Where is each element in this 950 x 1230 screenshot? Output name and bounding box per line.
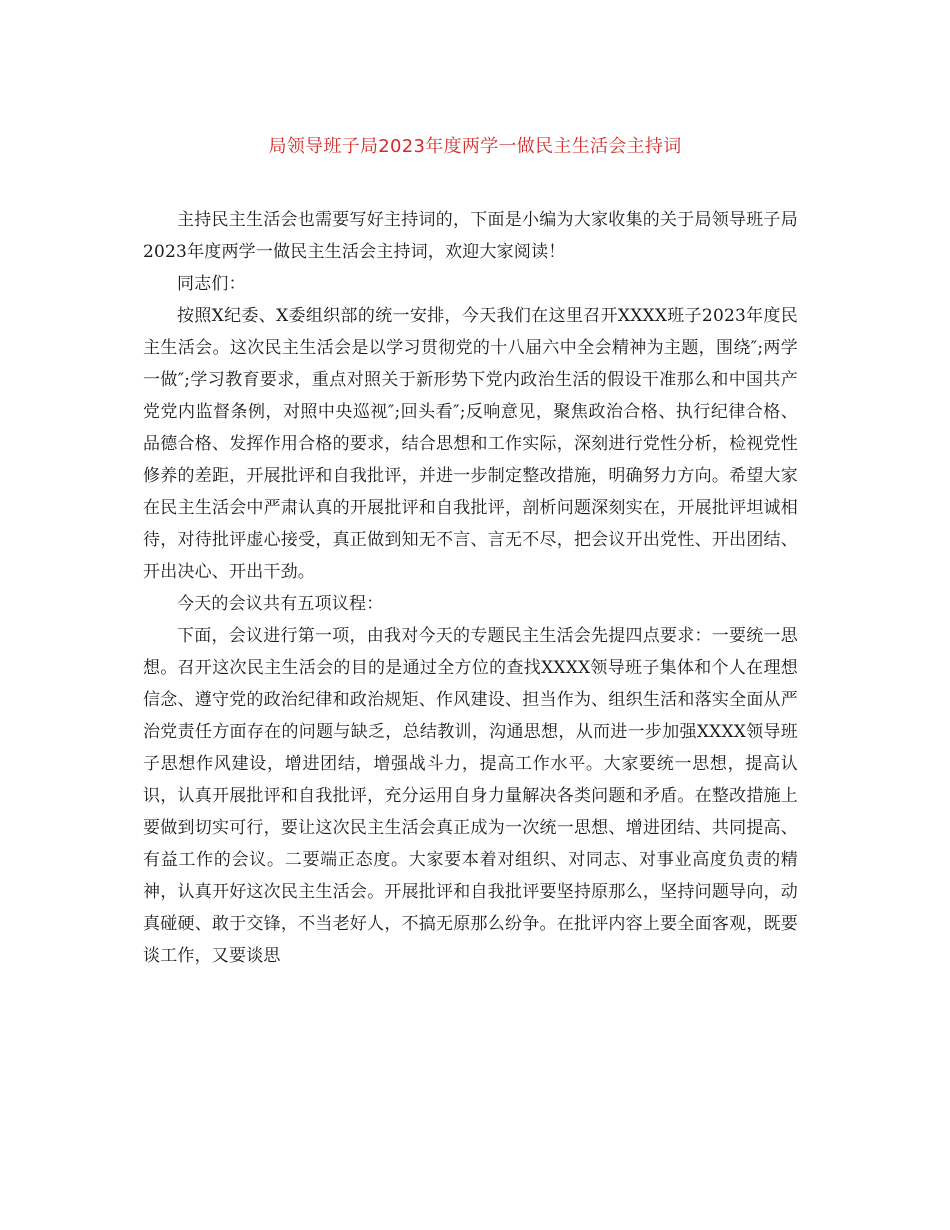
document-body xyxy=(143,204,798,972)
paragraph-intro: 主持民主生活会也需要写好主持词的，下面是小编为大家收集的关于局领导班子局2023年度两学一做民主生活会主持词，欢迎大家阅读！ xyxy=(143,210,798,262)
document-title: 局领导班子局2023年度两学一做民主生活会主持词 xyxy=(268,136,682,157)
paragraph-salutation: 同志们： xyxy=(177,274,246,294)
paragraph-meeting-purpose: 按照X纪委、X委组织部的统一安排，今天我们在这里召开XXXX班子2023年度民主生活会。这次民主生活会是以学习贯彻党的十八届六中全会精神为主题，围绕″;两学一做″;学习教育要求，重点对照关于新形势下党内政治生活的假设干准那么和中国共产党党内监督条例，对照中央巡视″;回头看″;反响意见，聚焦政治合格、执行纪律合格、品德合格、发挥作用合格的要求，结合思想和工作实际，深刻进行党性分析，检视党性修养的差距，开展批评和自我批评，并进一步制定整改措施，明确努力方向。希望大家在民主生活会中严肃认真的开展批评和自我批评，剖析问题深刻实在，开展批评坦诚相待，对待批评虚心接受，真正做到知无不言、言无不尽，把会议开出党性、开出团结、开出决心、开出干劲。 xyxy=(143,306,798,582)
paragraph-agenda-intro: 今天的会议共有五项议程： xyxy=(177,594,384,614)
paragraph-first-item: 下面，会议进行第一项，由我对今天的专题民主生活会先提四点要求：一要统一思想。召开这次民主生活会的目的是通过全方位的查找XXXX领导班子集体和个人在理想信念、遵守党的政治纪律和政治规矩、作风建设、担当作为、组织生活和落实全面从严治党责任方面存在的问题与缺乏，总结教训，沟通思想，从而进一步加强XXXX领导班子思想作风建设，增进团结，增强战斗力，提高工作水平。大家要统一思想，提高认识，认真开展批评和自我批评，充分运用自身力量解决各类问题和矛盾。在整改措施上要做到切实可行，要让这次民主生活会真正成为一次统一思想、增进团结、共同提高、有益工作的会议。二要端正态度。大家要本着对组织、对同志、对事业高度负责的精神，认真开好这次民主生活会。开展批评和自我批评要坚持原那么，坚持问题导向，动真碰硬、敢于交锋，不当老好人，不搞无原那么纷争。在批评内容上要全面客观，既要谈工作，又要谈思 xyxy=(143,626,798,966)
